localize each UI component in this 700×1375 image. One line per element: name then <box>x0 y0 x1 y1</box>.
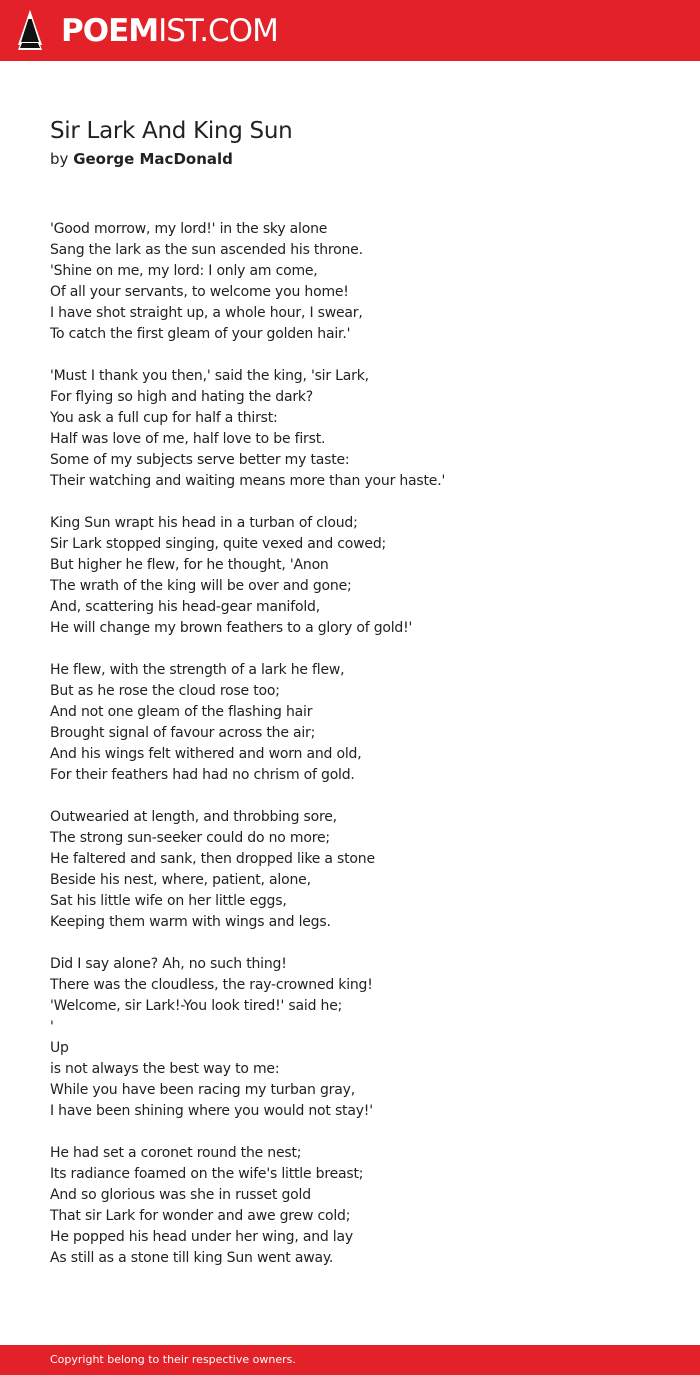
poem-line: He faltered and sank, then dropped like a stone <box>50 851 375 867</box>
poem-line: And so glorious was she in russet gold <box>50 1187 311 1203</box>
stanza-break <box>50 933 670 954</box>
poem-line: For flying so high and hating the dark? <box>50 389 314 405</box>
stanza-break <box>50 639 670 660</box>
stanza-break <box>50 786 670 807</box>
main-content <box>50 114 670 1269</box>
poem-line: But higher he flew, for he thought, 'Anon <box>50 557 329 573</box>
poem-line: That sir Lark for wonder and awe grew cold; <box>50 1208 351 1224</box>
poem-line: While you have been racing my turban gray, <box>50 1082 355 1098</box>
poem-line: Sir Lark stopped singing, quite vexed and cowed; <box>50 536 387 552</box>
poem-line: You ask a full cup for half a thirst: <box>50 410 278 426</box>
poem-line: There was the cloudless, the ray-crowned king! <box>50 977 373 993</box>
stanza-break <box>50 1122 670 1143</box>
stanza <box>50 219 670 345</box>
poem-line: Keeping them warm with wings and legs. <box>50 914 331 930</box>
poem-line: But as he rose the cloud rose too; <box>50 683 280 699</box>
poem-line: And his wings felt withered and worn and old, <box>50 746 362 762</box>
poem-line: Brought signal of favour across the air; <box>50 725 316 741</box>
stanza <box>50 513 670 639</box>
poem-line: And, scattering his head-gear manifold, <box>50 599 320 615</box>
author-name: George MacDonald <box>73 150 233 168</box>
poem-body <box>50 219 670 1269</box>
footer-bar <box>0 1345 700 1375</box>
poem-line: As still as a stone till king Sun went away. <box>50 1250 334 1266</box>
poem-title: Sir Lark And King Sun <box>50 118 293 144</box>
poem-line: Of all your servants, to welcome you home! <box>50 284 349 300</box>
poem-line: He will change my brown feathers to a glory of gold!' <box>50 620 413 636</box>
logo-bold-text: POEM <box>61 13 159 49</box>
poem-line: I have shot straight up, a whole hour, I swear, <box>50 305 363 321</box>
stanza-break <box>50 345 670 366</box>
poem-line: 'Must I thank you then,' said the king, 'sir Lark, <box>50 368 369 384</box>
header-bar <box>0 0 700 61</box>
poem-line: Sat his little wife on her little eggs, <box>50 893 287 909</box>
poem-line: Beside his nest, where, patient, alone, <box>50 872 311 888</box>
poem-line: The strong sun-seeker could do no more; <box>50 830 330 846</box>
poem-line: I have been shining where you would not stay!' <box>50 1103 373 1119</box>
poem-line: Half was love of me, half love to be first. <box>50 431 326 447</box>
poem-line: ' <box>50 1019 54 1035</box>
poem-line: He popped his head under her wing, and lay <box>50 1229 353 1245</box>
stanza <box>50 807 670 933</box>
stanza <box>50 954 670 1122</box>
poem-line: The wrath of the king will be over and gone; <box>50 578 352 594</box>
poem-line: King Sun wrapt his head in a turban of cloud; <box>50 515 358 531</box>
poem-line: He flew, with the strength of a lark he flew, <box>50 662 345 678</box>
poem-line: 'Welcome, sir Lark!-You look tired!' said he; <box>50 998 343 1014</box>
poem-line: Some of my subjects serve better my taste: <box>50 452 350 468</box>
poem-line: 'Shine on me, my lord: I only am come, <box>50 263 318 279</box>
stanza <box>50 366 670 492</box>
poem-line: Their watching and waiting means more than your haste.' <box>50 473 446 489</box>
poem-line: 'Good morrow, my lord!' in the sky alone <box>50 221 328 237</box>
poem-line: To catch the first gleam of your golden hair.' <box>50 326 351 342</box>
byline <box>50 148 670 170</box>
stanza <box>50 1143 670 1269</box>
poem-line: For their feathers had had no chrism of gold. <box>50 767 355 783</box>
by-label: by <box>50 150 69 168</box>
poem-line: is not always the best way to me: <box>50 1061 280 1077</box>
pencil-logo-icon[interactable] <box>17 9 43 51</box>
poem-line: Sang the lark as the sun ascended his throne. <box>50 242 363 258</box>
poem-line: And not one gleam of the flashing hair <box>50 704 313 720</box>
poem-line: Did I say alone? Ah, no such thing! <box>50 956 287 972</box>
poem-line: Outwearied at length, and throbbing sore, <box>50 809 337 825</box>
logo-light-text: IST.COM <box>158 13 278 49</box>
stanza-break <box>50 492 670 513</box>
poem-line: He had set a coronet round the nest; <box>50 1145 302 1161</box>
poem-line: Its radiance foamed on the wife's little breast; <box>50 1166 364 1182</box>
copyright-text: Copyright belong to their respective owners. <box>50 1353 296 1366</box>
stanza <box>50 660 670 786</box>
site-logo[interactable] <box>61 13 278 49</box>
poem-line: Up <box>50 1040 69 1056</box>
